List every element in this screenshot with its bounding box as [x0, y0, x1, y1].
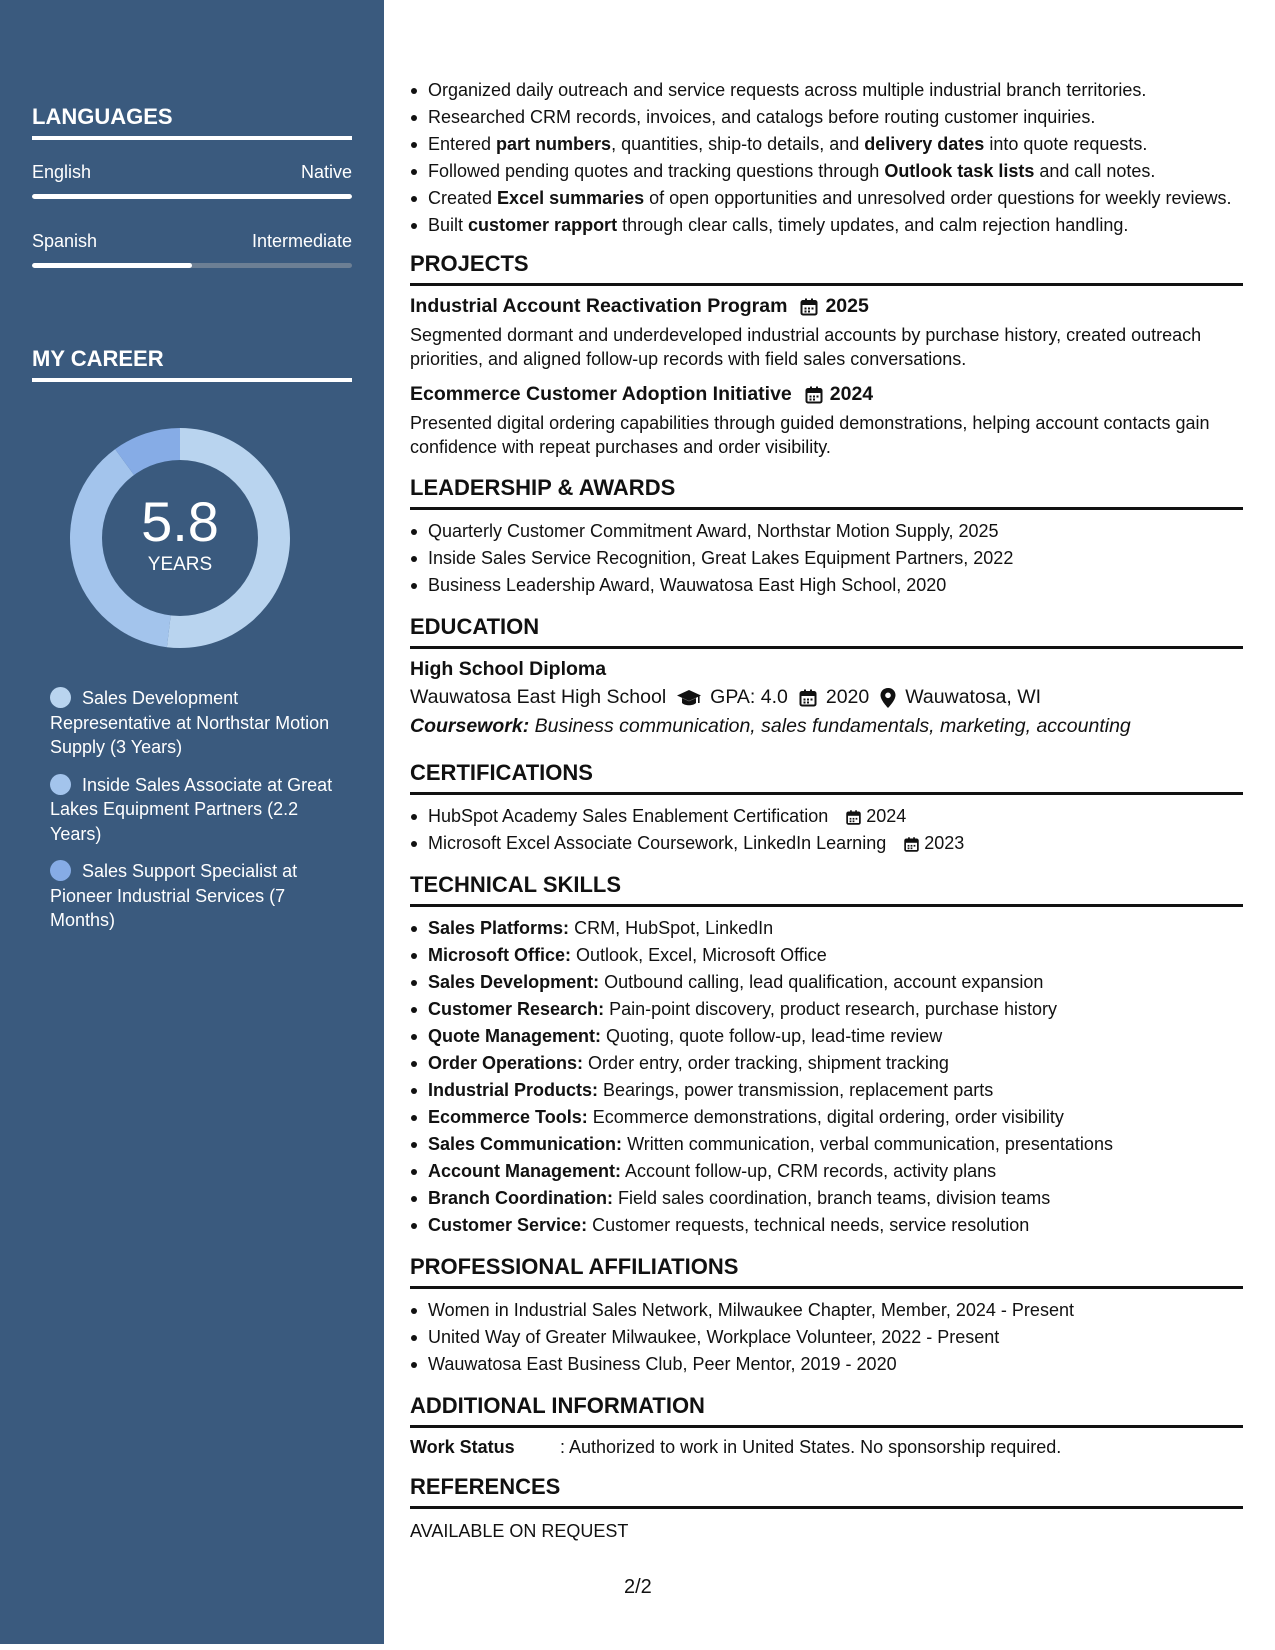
language-name: Spanish [32, 231, 98, 251]
bullet-emphasis: Outlook task lists [884, 161, 1035, 181]
bullet-text: Organized daily outreach and service requests across multiple industrial branch territories. [428, 80, 1147, 100]
certification-item [410, 831, 1243, 856]
skill-value: Order entry, order tracking, shipment tracking [588, 1053, 949, 1073]
graduation-cap-icon [676, 688, 702, 708]
skill-value: Outbound calling, lead qualification, account expansion [604, 972, 1044, 992]
skill-label: Sales Platforms: [428, 918, 570, 938]
career-legend-item [50, 773, 340, 847]
additional-heading: ADDITIONAL INFORMATION [410, 1393, 1243, 1428]
certification-item [410, 804, 1243, 829]
legend-dot-icon [50, 687, 71, 708]
project-year: 2024 [829, 383, 874, 405]
calendar-icon [804, 385, 824, 405]
skill-item [410, 1213, 1243, 1238]
skill-label: Customer Service: [428, 1215, 588, 1235]
leadership-item: Quarterly Customer Commitment Award, Northstar Motion Supply, 2025 [410, 519, 1243, 544]
language-level: Native [300, 162, 352, 182]
certification-year: 2024 [866, 806, 907, 826]
career-heading: MY CAREER [32, 346, 352, 382]
bullet-emphasis: delivery dates [864, 134, 985, 154]
project-description: Segmented dormant and underdeveloped industrial accounts by purchase history, created outreach priorities, and aligned follow-up records with field sales conversations. [410, 325, 1202, 369]
project-title-text: Industrial Account Reactivation Program [410, 295, 788, 317]
skill-value: Pain-point discovery, product research, purchase history [609, 999, 1057, 1019]
calendar-icon [845, 809, 862, 826]
experience-bullet [410, 132, 1243, 156]
skill-label: Industrial Products: [428, 1080, 599, 1100]
project-title-text: Ecommerce Customer Adoption Initiative [410, 383, 792, 405]
language-bar-fill [32, 194, 352, 199]
career-legend-label: Inside Sales Associate at Great Lakes Equipment Partners (2.2 Years) [50, 774, 333, 844]
affiliation-item: Women in Industrial Sales Network, Milwaukee Chapter, Member, 2024 - Present [410, 1298, 1243, 1323]
skill-item [410, 970, 1243, 995]
projects-heading: PROJECTS [410, 251, 1243, 286]
bullet-text: of open opportunities and unresolved order questions for weekly reviews. [644, 188, 1232, 208]
education-coursework [410, 715, 1243, 738]
bullet-text: and call notes. [1034, 161, 1156, 181]
skill-value: Account follow-up, CRM records, activity plans [625, 1161, 997, 1181]
bullet-emphasis: Excel summaries [497, 188, 645, 208]
skill-value: Customer requests, technical needs, service resolution [592, 1215, 1030, 1235]
affiliation-item: Wauwatosa East Business Club, Peer Mentor, 2019 - 2020 [410, 1352, 1243, 1377]
calendar-icon [903, 836, 920, 853]
skill-label: Sales Communication: [428, 1134, 623, 1154]
skill-item [410, 916, 1243, 941]
language-name: English [32, 162, 92, 182]
coursework-text: Business communication, sales fundamentals, marketing, accounting [534, 715, 1131, 737]
certification-name: HubSpot Academy Sales Enablement Certification [428, 806, 829, 826]
certifications-heading: CERTIFICATIONS [410, 760, 1243, 795]
references-text: AVAILABLE ON REQUEST [410, 1521, 629, 1541]
project-title [410, 295, 1243, 318]
affiliation-item: United Way of Greater Milwaukee, Workplace Volunteer, 2022 - Present [410, 1325, 1243, 1350]
bullet-text: Built [428, 215, 469, 235]
career-donut-chart [67, 425, 293, 651]
affiliations-list [410, 1298, 1243, 1377]
additional-value: : Authorized to work in United States. No sponsorship required. [560, 1437, 1062, 1457]
languages-heading: LANGUAGES [32, 104, 352, 140]
bullet-emphasis: customer rapport [468, 215, 618, 235]
affiliations-heading: PROFESSIONAL AFFILIATIONS [410, 1254, 1243, 1289]
career-legend-item [50, 859, 340, 933]
certification-name: Microsoft Excel Associate Coursework, LinkedIn Learning [428, 833, 887, 853]
language-row-spanish [32, 231, 352, 252]
career-legend-item [50, 686, 340, 760]
language-bar-english [32, 194, 352, 199]
page-number: 2/2 [624, 1576, 652, 1598]
education-school: Wauwatosa East High School [410, 686, 667, 708]
legend-dot-icon [50, 774, 71, 795]
leadership-item: Inside Sales Service Recognition, Great Lakes Equipment Partners, 2022 [410, 546, 1243, 571]
skill-label: Customer Research: [428, 999, 605, 1019]
experience-bullet [410, 186, 1243, 210]
legend-dot-icon [50, 860, 71, 881]
additional-label: Work Status [410, 1437, 515, 1457]
skills-list [410, 916, 1243, 1238]
sidebar [0, 0, 384, 1644]
career-legend [50, 686, 340, 946]
career-total [67, 425, 293, 651]
certifications-list [410, 804, 1243, 856]
project-title [410, 383, 1243, 406]
skill-item [410, 1159, 1243, 1184]
language-bar-fill [32, 263, 192, 268]
skills-heading: TECHNICAL SKILLS [410, 872, 1243, 907]
experience-bullet [410, 78, 1243, 102]
bullet-emphasis: part numbers [496, 134, 612, 154]
education-location: Wauwatosa, WI [905, 686, 1042, 708]
skill-item [410, 1078, 1243, 1103]
skill-item [410, 1105, 1243, 1130]
skill-value: Written communication, verbal communication, presentations [627, 1134, 1113, 1154]
bullet-text: Entered [428, 134, 497, 154]
experience-bullet [410, 105, 1243, 129]
career-total-unit: YEARS [147, 554, 213, 575]
experience-bullet [410, 213, 1243, 237]
skill-value: Ecommerce demonstrations, digital ordering, order visibility [592, 1107, 1064, 1127]
main-content [410, 78, 1243, 1542]
bullet-text: Created [428, 188, 498, 208]
bullet-text: , quantities, ship-to details, and [611, 134, 865, 154]
skill-label: Ecommerce Tools: [428, 1107, 588, 1127]
language-bar-spanish [32, 263, 352, 268]
skill-item [410, 1024, 1243, 1049]
skill-value: Field sales coordination, branch teams, division teams [618, 1188, 1051, 1208]
career-total-value: 5.8 [141, 490, 219, 553]
bullet-text: through clear calls, timely updates, and calm rejection handling. [617, 215, 1129, 235]
calendar-icon [799, 297, 819, 317]
leadership-heading: LEADERSHIP & AWARDS [410, 475, 1243, 510]
skill-value: CRM, HubSpot, LinkedIn [574, 918, 774, 938]
bullet-text: into quote requests. [984, 134, 1148, 154]
skill-value: Outlook, Excel, Microsoft Office [576, 945, 827, 965]
calendar-icon [798, 688, 818, 708]
experience-bullets [410, 78, 1243, 237]
career-legend-label: Sales Development Representative at Northstar Motion Supply (3 Years) [50, 688, 330, 757]
education-details [410, 686, 1243, 709]
education-gpa: GPA: 4.0 [710, 686, 788, 708]
skill-item [410, 997, 1243, 1022]
leadership-list [410, 519, 1243, 598]
education-heading: EDUCATION [410, 614, 1243, 649]
skill-item [410, 1051, 1243, 1076]
project-description: Presented digital ordering capabilities through guided demonstrations, helping account contacts gain confidence with repeat purchases and order visibility. [410, 413, 1210, 457]
education-year: 2020 [825, 686, 870, 708]
project-year: 2025 [825, 295, 869, 317]
bullet-text: Followed pending quotes and tracking questions through [428, 161, 885, 181]
skill-label: Order Operations: [428, 1053, 584, 1073]
leadership-item: Business Leadership Award, Wauwatosa East High School, 2020 [410, 573, 1243, 598]
certification-year: 2023 [924, 833, 965, 853]
skill-item [410, 1186, 1243, 1211]
language-row-english [32, 162, 352, 183]
skill-label: Microsoft Office: [428, 945, 572, 965]
skill-label: Branch Coordination: [428, 1188, 613, 1208]
language-level: Intermediate [251, 231, 352, 251]
skill-label: Sales Development: [428, 972, 600, 992]
bullet-text: Researched CRM records, invoices, and catalogs before routing customer inquiries. [428, 107, 1096, 127]
experience-bullet [410, 159, 1243, 183]
references-heading: REFERENCES [410, 1474, 1243, 1509]
skill-item [410, 1132, 1243, 1157]
coursework-label: Coursework: [410, 715, 530, 737]
location-pin-icon [879, 687, 897, 709]
additional-row [410, 1437, 1243, 1458]
skill-label: Quote Management: [428, 1026, 602, 1046]
career-legend-label: Sales Support Specialist at Pioneer Industrial Services (7 Months) [50, 861, 298, 930]
skill-value: Quoting, quote follow-up, lead-time review [606, 1026, 943, 1046]
skill-label: Account Management: [428, 1161, 622, 1181]
skill-item [410, 943, 1243, 968]
skill-value: Bearings, power transmission, replacement parts [603, 1080, 994, 1100]
education-degree: High School Diploma [410, 658, 607, 680]
